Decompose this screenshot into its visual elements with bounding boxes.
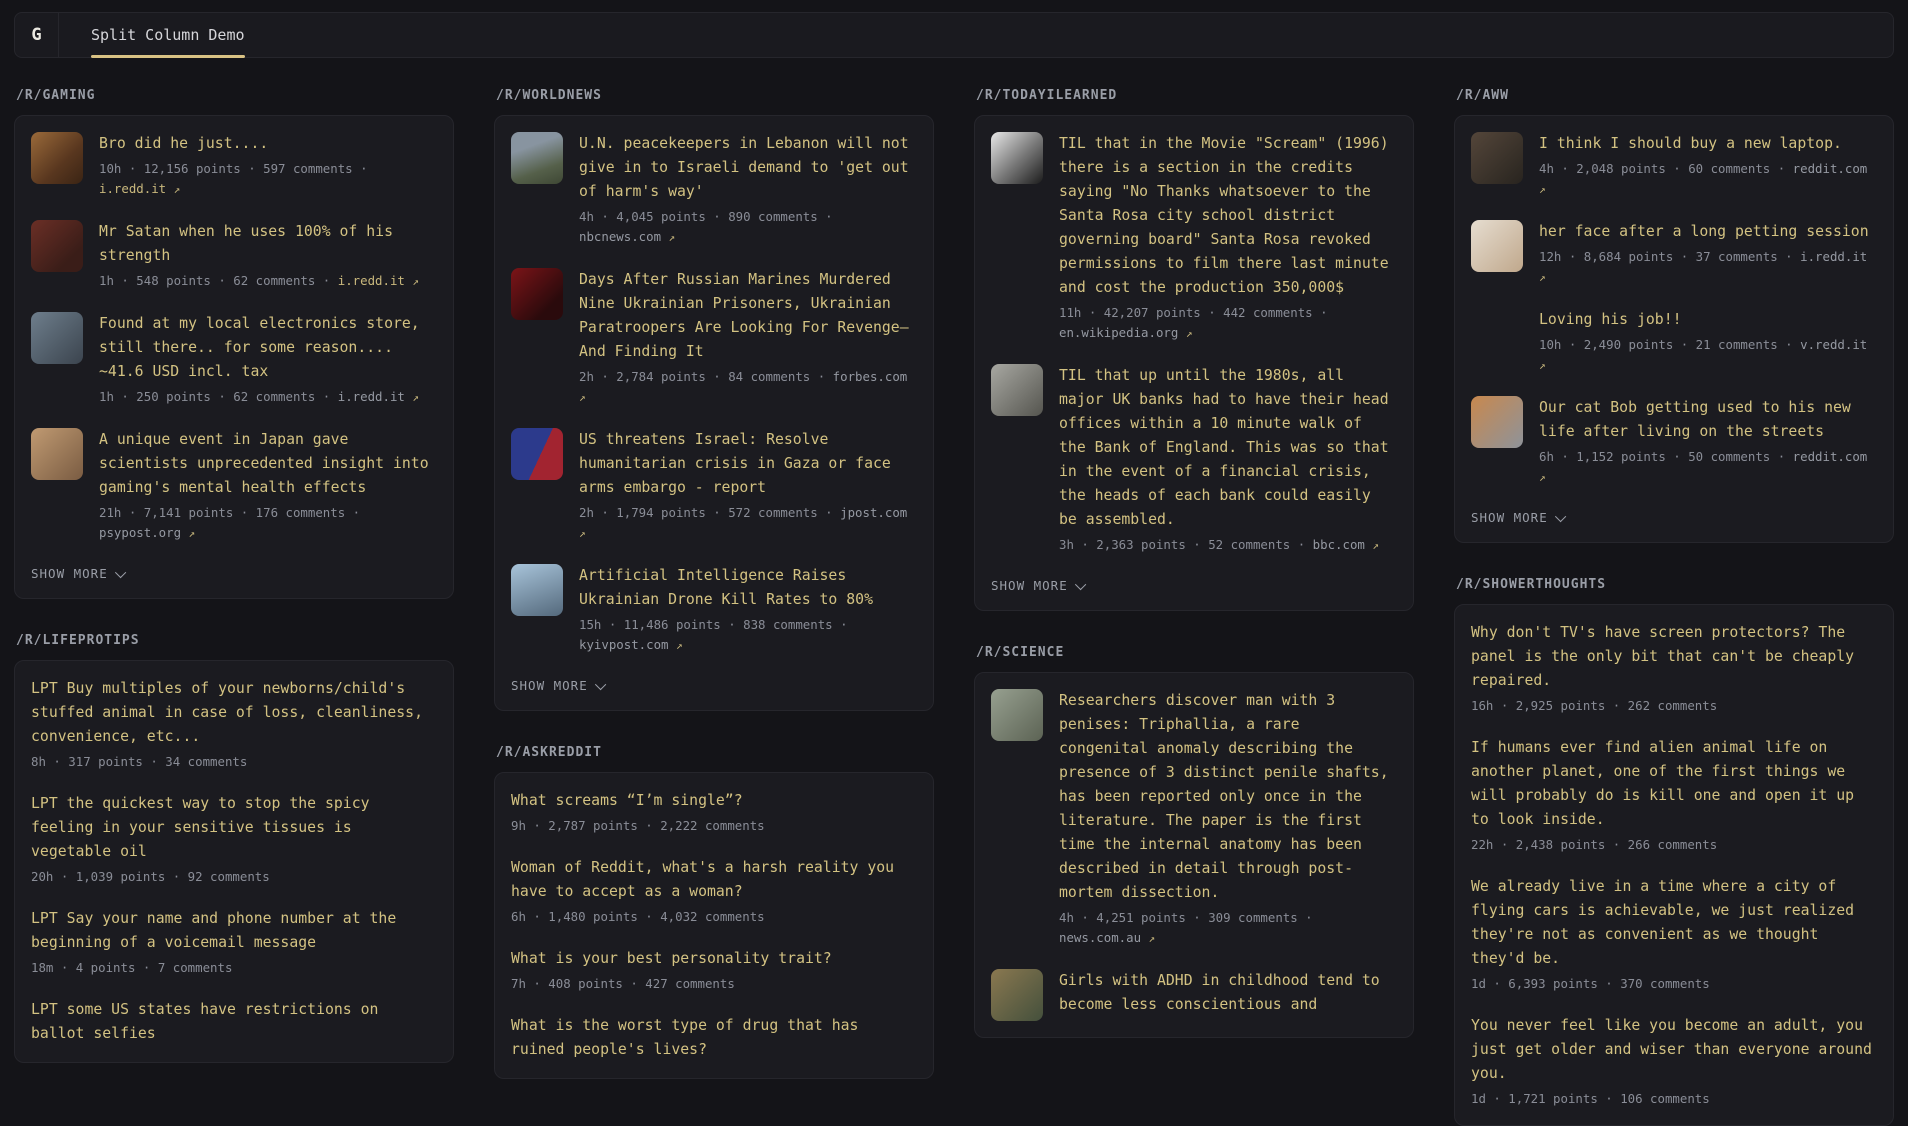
post-title[interactable]: Our cat Bob getting used to his new life after living on the streets [1539,399,1851,440]
post-title[interactable]: Bro did he just.... [99,135,269,152]
post-body [1539,308,1877,376]
post-item [1471,736,1877,855]
external-link-arrow-icon: ↗ [412,275,419,288]
post-item [31,428,437,544]
subreddit-section [14,88,454,599]
post-thumbnail[interactable] [1471,132,1523,184]
post-title[interactable]: TIL that up until the 1980s, all major UK banks had to have their head offices within a 10 minute walk of the Bank of England. This was so that in the event of a financial crisis, the heads of each bank could easily be assembled. [1059,367,1389,528]
subreddit-card [1454,604,1894,1126]
post-title[interactable]: What is your best personality trait? [511,950,832,967]
post-meta: 21h · 7,141 points · 176 comments · psypost.org ↗ [99,505,361,540]
post-title[interactable]: We already live in a time where a city of flying cars is achievable, we just realized they're not as convenient as we thought they'd be. [1471,878,1855,967]
subreddit-section [974,645,1414,1038]
subreddit-card [1454,115,1894,543]
external-link-arrow-icon: ↗ [188,527,196,540]
post-title[interactable]: Woman of Reddit, what's a harsh reality you have to accept as a woman? [511,859,895,900]
post-meta: 22h · 2,438 points · 266 comments [1471,837,1718,852]
subreddit-header: /R/SCIENCE [976,645,1065,660]
post-body [1059,969,1397,1021]
tab-split-column-demo[interactable]: Split Column Demo [91,13,245,57]
post-meta: 15h · 11,486 points · 838 comments · kyivpost.com ↗ [579,617,848,652]
post-title[interactable]: LPT Say your name and phone number at the beginning of a voicemail message [31,910,397,951]
subreddit-section [494,745,934,1079]
post-meta: 4h · 2,048 points · 60 comments · reddit.com ↗ [1539,161,1868,196]
post-thumbnail[interactable] [511,564,563,616]
post-item [511,947,917,994]
subreddit-section [14,633,454,1063]
chevron-down-icon [595,678,606,689]
post-title[interactable]: TIL that in the Movie "Scream" (1996) there is a section in the credits saying "No Thanks whatsoever to the Santa Rosa city school district governing board" Santa Rosa revoked permissions to film there last minute and cost the production 350,000$ [1059,135,1389,296]
show-more-label: SHOW MORE [991,578,1068,593]
post-item [1471,132,1877,200]
post-body [1471,875,1877,994]
post-body [511,856,917,927]
post-item [991,969,1397,1021]
subreddit-header: /R/GAMING [16,88,96,103]
show-more-label: SHOW MORE [1471,510,1548,525]
post-meta: 1h · 250 points · 62 comments · i.redd.it ↗ [99,389,419,404]
post-meta: 1d · 6,393 points · 370 comments [1471,976,1710,991]
post-meta: 8h · 317 points · 34 comments [31,754,248,769]
post-link[interactable]: reddit.com ↗ [1539,449,1868,484]
app-logo[interactable]: G [15,13,59,57]
external-link-arrow-icon: ↗ [675,639,683,652]
post-meta: 6h · 1,152 points · 50 comments · reddit.com ↗ [1539,449,1868,484]
post-body [579,564,917,656]
post-meta: 2h · 2,784 points · 84 comments · forbes.com ↗ [579,369,908,404]
post-thumbnail[interactable] [31,220,83,272]
post-meta: 2h · 1,794 points · 572 comments · jpost.com ↗ [579,505,908,540]
topbar [14,12,1894,58]
post-link[interactable]: kyivpost.com ↗ [579,637,683,652]
show-more-label: SHOW MORE [511,678,588,693]
post-body [99,312,437,408]
chevron-down-icon [115,566,126,577]
post-thumbnail[interactable] [991,689,1043,741]
chevron-down-icon [1075,578,1086,589]
post-title[interactable]: Girls with ADHD in childhood tend to become less conscientious and [1059,972,1380,1013]
external-link-arrow-icon: ↗ [668,231,676,244]
subreddit-card [494,115,934,711]
post-item [1471,1014,1877,1109]
post-item [31,132,437,200]
show-more-button[interactable] [31,566,126,581]
show-more-label: SHOW MORE [31,566,108,581]
post-item [991,689,1397,949]
post-item [1471,308,1877,376]
post-thumbnail[interactable] [511,428,563,480]
post-item [31,677,437,772]
post-meta: 16h · 2,925 points · 262 comments [1471,698,1718,713]
post-title[interactable]: LPT Buy multiples of your newborns/child's stuffed animal in case of loss, cleanliness, convenience, etc... [31,680,423,745]
subreddit-card [14,660,454,1063]
post-item [1471,875,1877,994]
external-link-arrow-icon: ↗ [1372,539,1379,552]
post-meta: 11h · 42,207 points · 442 comments · en.wikipedia.org ↗ [1059,305,1328,340]
post-link[interactable]: i.redd.it ↗ [1539,249,1868,284]
post-body [511,1014,917,1062]
external-link-arrow-icon: ↗ [1539,183,1546,196]
post-link[interactable]: psypost.org ↗ [99,525,196,540]
subreddit-card [974,115,1414,611]
post-body [1471,736,1877,855]
post-link[interactable]: news.com.au ↗ [1059,930,1156,945]
post-item [31,998,437,1046]
post-meta: 9h · 2,787 points · 2,222 comments [511,818,765,833]
subreddit-card [14,115,454,599]
subreddit-section [494,88,934,711]
post-title[interactable]: US threatens Israel: Resolve humanitarian crisis in Gaza or face arms embargo - report [579,431,891,496]
post-title[interactable]: Mr Satan when he uses 100% of his strength [99,223,393,264]
subreddit-column [14,88,454,1063]
post-item [991,364,1397,556]
post-meta: 1d · 1,721 points · 106 comments [1471,1091,1710,1106]
post-body [579,132,917,248]
external-link-arrow-icon: ↗ [1539,271,1546,284]
post-title[interactable]: Loving his job!! [1539,311,1682,328]
post-item [511,789,917,836]
post-item [511,268,917,408]
post-meta: 1h · 548 points · 62 comments · i.redd.it ↗ [99,273,419,288]
post-body [511,947,917,994]
post-body [579,428,917,544]
post-title[interactable]: What screams “I’m single”? [511,792,743,809]
subreddit-header: /R/ASKREDDIT [496,745,602,760]
post-body [99,132,437,200]
external-link-arrow-icon: ↗ [579,527,586,540]
subreddit-header: /R/WORLDNEWS [496,88,602,103]
post-thumbnail[interactable] [991,969,1043,1021]
post-item [1471,396,1877,488]
post-body [579,268,917,408]
post-thumbnail[interactable] [31,132,83,184]
post-body [1471,621,1877,716]
post-item [31,312,437,408]
post-thumbnail[interactable] [991,132,1043,184]
post-item [511,1014,917,1062]
post-title[interactable]: You never feel like you become an adult, you just get older and wiser than everyone around you. [1471,1017,1872,1082]
column-grid [0,88,1908,1126]
post-thumbnail[interactable] [991,364,1043,416]
post-link[interactable]: v.redd.it ↗ [1539,337,1868,372]
post-meta: 6h · 1,480 points · 4,032 comments [511,909,765,924]
subreddit-header: /R/TODAYILEARNED [976,88,1118,103]
post-title[interactable]: Researchers discover man with 3 penises: Triphallia, a rare congenital anomaly describing the presence of 3 distinct penile shafts, has been reported only once in the literature. The paper is the first time the internal anatomy has been described in detail through post-mortem dissection. [1059,692,1389,901]
post-body [31,677,437,772]
post-title[interactable]: LPT some US states have restrictions on ballot selfies [31,1001,379,1042]
post-body [1539,396,1877,488]
post-meta: 4h · 4,251 points · 309 comments · news.com.au ↗ [1059,910,1313,945]
subreddit-header: /R/AWW [1456,88,1509,103]
post-link[interactable]: bbc.com ↗ [1312,537,1379,552]
post-body [1059,364,1397,556]
post-thumbnail[interactable] [31,428,83,480]
post-body [99,428,437,544]
post-link[interactable]: en.wikipedia.org ↗ [1059,325,1193,340]
post-link[interactable]: i.redd.it ↗ [99,181,181,196]
show-more-button[interactable] [511,678,606,693]
post-body [1059,689,1397,949]
post-thumbnail[interactable] [31,312,83,364]
post-thumbnail[interactable] [511,132,563,184]
external-link-arrow-icon: ↗ [1539,359,1546,372]
post-body [31,907,437,978]
subreddit-header: /R/LIFEPROTIPS [16,633,140,648]
subreddit-section [1454,88,1894,543]
post-body [31,998,437,1046]
post-body [511,789,917,836]
post-title[interactable]: U.N. peacekeepers in Lebanon will not give in to Israeli demand to 'get out of harm's way' [579,135,909,200]
subreddit-header: /R/SHOWERTHOUGHTS [1456,577,1607,592]
post-title[interactable]: Days After Russian Marines Murdered Nine Ukrainian Prisoners, Ukrainian Paratroopers Are Looking For Revenge—And Finding It [579,271,909,360]
post-body [1471,1014,1877,1109]
post-body [1539,132,1877,200]
post-link[interactable]: reddit.com ↗ [1539,161,1868,196]
show-more-button[interactable] [991,578,1086,593]
post-title[interactable]: What is the worst type of drug that has ruined people's lives? [511,1017,859,1058]
post-meta: 18m · 4 points · 7 comments [31,960,233,975]
post-body [31,792,437,887]
post-link[interactable]: i.redd.it ↗ [337,273,419,288]
external-link-arrow-icon: ↗ [1185,327,1193,340]
subreddit-section [1454,577,1894,1126]
post-meta: 7h · 408 points · 427 comments [511,976,735,991]
post-link[interactable]: i.redd.it ↗ [337,389,419,404]
post-title[interactable]: Found at my local electronics store, still there.. for some reason.... ~41.6 USD incl. tax [99,315,420,380]
show-more-button[interactable] [1471,510,1566,525]
subreddit-column [974,88,1414,1038]
post-item [511,564,917,656]
post-meta: 4h · 4,045 points · 890 comments · nbcnews.com ↗ [579,209,833,244]
external-link-arrow-icon: ↗ [412,391,419,404]
subreddit-column [1454,88,1894,1126]
post-item [511,428,917,544]
post-title[interactable]: Why don't TV's have screen protectors? The panel is the only bit that can't be cheaply repaired. [1471,624,1855,689]
subreddit-section [974,88,1414,611]
post-meta: 3h · 2,363 points · 52 comments · bbc.com ↗ [1059,537,1379,552]
post-title[interactable]: If humans ever find alien animal life on another planet, one of the first things we will probably do is kill one and open it up to look inside. [1471,739,1855,828]
post-body [99,220,437,292]
post-item [511,132,917,248]
post-meta: 10h · 2,490 points · 21 comments · v.redd.it ↗ [1539,337,1868,372]
post-meta: 12h · 8,684 points · 37 comments · i.redd.it ↗ [1539,249,1868,284]
post-body [1059,132,1397,344]
post-body [1539,220,1877,288]
external-link-arrow-icon: ↗ [1148,932,1156,945]
post-thumbnail[interactable] [1471,220,1523,272]
external-link-arrow-icon: ↗ [1539,471,1546,484]
post-meta: 20h · 1,039 points · 92 comments [31,869,270,884]
external-link-arrow-icon: ↗ [579,391,586,404]
post-link[interactable]: forbes.com ↗ [579,369,908,404]
post-link[interactable]: nbcnews.com ↗ [579,229,676,244]
post-meta: 10h · 12,156 points · 597 comments · i.redd.it ↗ [99,161,368,196]
post-item [1471,220,1877,288]
post-title[interactable]: Artificial Intelligence Raises Ukrainian Drone Kill Rates to 80% [579,567,873,608]
post-title[interactable]: I think I should buy a new laptop. [1539,135,1842,152]
post-item [991,132,1397,344]
post-thumbnail[interactable] [1471,396,1523,448]
external-link-arrow-icon: ↗ [173,183,181,196]
post-thumbnail[interactable] [511,268,563,320]
post-item [31,792,437,887]
post-title[interactable]: A unique event in Japan gave scientists unprecedented insight into gaming's mental health effects [99,431,429,496]
post-item [31,907,437,978]
post-title[interactable]: her face after a long petting session [1539,223,1869,240]
subreddit-card [494,772,934,1079]
post-item [1471,621,1877,716]
chevron-down-icon [1555,510,1566,521]
post-item [31,220,437,292]
post-link[interactable]: jpost.com ↗ [579,505,908,540]
subreddit-column [494,88,934,1079]
post-item [511,856,917,927]
post-title[interactable]: LPT the quickest way to stop the spicy feeling in your sensitive tissues is vegetable oil [31,795,370,860]
subreddit-card [974,672,1414,1038]
